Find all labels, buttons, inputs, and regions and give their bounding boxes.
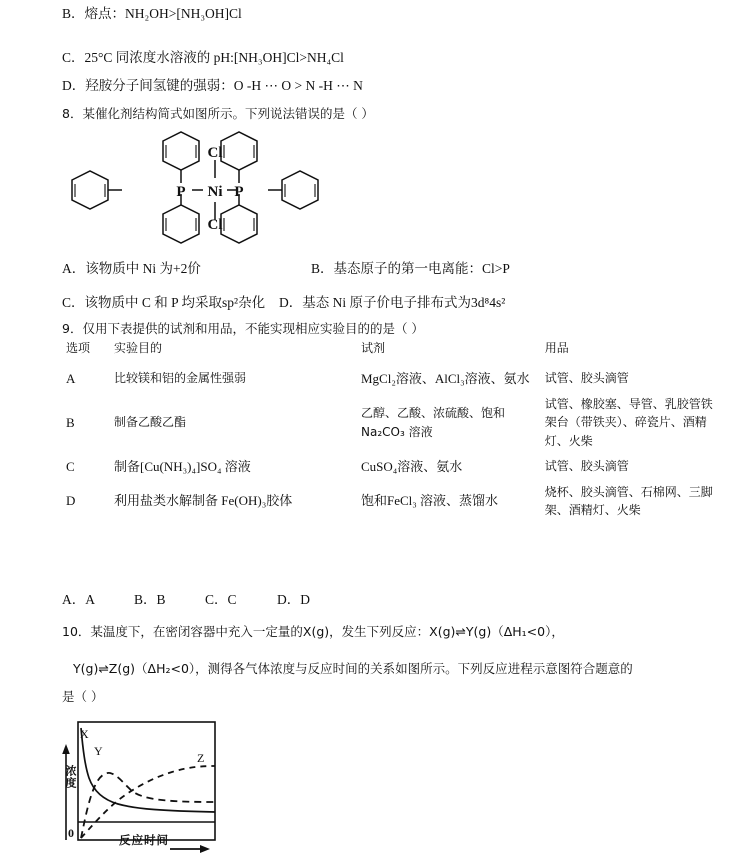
- row-reagent-a: MgCl₂溶液、AlCl₃溶液、氨水: [360, 370, 530, 386]
- row-goal-a: 比较镁和铝的金属性强弱: [114, 371, 247, 386]
- atom-label-cl-bottom: Cl: [207, 217, 223, 233]
- q8-option-c: C．该物质中 C 和 P 均采取sp²杂化: [62, 295, 266, 310]
- q9-answer-c: C．C: [205, 592, 237, 607]
- q9-answer-b: B．B: [134, 592, 166, 607]
- question-10-line-2: Y(g)⇌Z(g)（ΔH₂<0），测得各气体浓度与反应时间的关系如图所示。下列反应进程示意图符合题意的: [73, 661, 633, 676]
- row-items-b: 试管、橡胶塞、导管、乳胶管铁架台（带铁夹）、碎瓷片、酒精灯、火柴: [544, 396, 713, 448]
- atom-label-p-left: P: [176, 184, 186, 200]
- table-row: [62, 454, 718, 480]
- experiment-table: [62, 336, 718, 523]
- chart-svg: [60, 716, 330, 856]
- row-items-d: 烧杯、胶头滴管、石棉网、三脚架、酒精灯、火柴: [544, 484, 713, 518]
- chart-label-y: Y: [94, 744, 103, 758]
- chart-origin-label: 0: [68, 826, 74, 840]
- question-8-stem: 8．某催化剂结构简式如图所示。下列说法错误的是（ ）: [62, 106, 374, 121]
- chart-x-axis-label: 反应时间: [119, 833, 169, 847]
- question-10-line-1: 10．某温度下，在密闭容器中充入一定量的X(g)，发生下列反应：X(g)⇌Y(g)（ΔH₁<0），: [62, 624, 564, 639]
- chart-x-axis-arrow: [170, 845, 210, 853]
- q9-answer-a: A．A: [62, 592, 95, 607]
- table-row: [62, 392, 718, 454]
- series-curve-x: [81, 728, 215, 812]
- table-row: [62, 366, 718, 392]
- question-9-stem: 9．仅用下表提供的试剂和用品，不能实现相应实验目的的是（ ）: [62, 321, 424, 336]
- row-option-b: B: [66, 414, 75, 430]
- series-curve-y: [81, 773, 215, 838]
- atom-label-ni: Ni: [207, 184, 223, 200]
- row-reagent-d: 饱和FeCl₃ 溶液、蒸馏水: [360, 493, 499, 509]
- q7-option-b: B．熔点：NH₂OH>[NH₃OH]Cl: [62, 6, 242, 21]
- atom-label-cl-top: Cl: [207, 145, 223, 161]
- table-row: [62, 480, 718, 523]
- q7-option-c: C．25°C 同浓度水溶液的 pH:[NH₃OH]Cl>NH₄Cl: [62, 50, 344, 65]
- structure-svg: [60, 128, 360, 256]
- chart-label-x: X: [80, 727, 89, 741]
- q8-option-b: B．基态原子的第一电离能：Cl>P: [311, 261, 510, 276]
- table-header-row: [62, 336, 718, 366]
- q8-option-a: A．该物质中 Ni 为+2价: [62, 261, 201, 276]
- row-reagent-b: 乙醇、乙酸、浓硫酸、饱和 Na₂CO₃ 溶液: [360, 406, 505, 439]
- q8-option-d: D．基态 Ni 原子价电子排布式为3d⁸4s²: [279, 295, 506, 310]
- row-items-c: 试管、胶头滴管: [544, 459, 629, 474]
- chart-label-z: Z: [197, 751, 205, 765]
- row-option-d: D: [66, 493, 76, 509]
- column-header-items: 用品: [544, 341, 569, 355]
- atom-label-p-right: P: [234, 184, 244, 200]
- column-header-goal: 实验目的: [114, 341, 163, 355]
- row-goal-c: 制备[Cu(NH₃)₄]SO₄ 溶液: [114, 458, 251, 474]
- column-header-reagent: 试剂: [360, 341, 385, 355]
- chart-y-axis-label: 浓度: [64, 765, 77, 789]
- catalyst-structure-diagram: [60, 128, 360, 256]
- row-reagent-c: CuSO₄溶液、氨水: [360, 458, 463, 474]
- row-option-c: C: [66, 458, 75, 474]
- column-header-option: 选项: [66, 341, 91, 355]
- row-option-a: A: [66, 370, 76, 386]
- q7-option-d: D．羟胺分子间氢键的强弱：O -H ⋯ O > N -H ⋯ N: [62, 78, 363, 93]
- concentration-vs-time-chart: [60, 716, 330, 856]
- table-body: [62, 366, 718, 523]
- row-items-a: 试管、胶头滴管: [544, 371, 629, 386]
- row-goal-b: 制备乙酸乙酯: [114, 415, 187, 430]
- table-head: [62, 336, 718, 366]
- q9-answer-d: D．D: [277, 592, 310, 607]
- row-goal-d: 利用盐类水解制备 Fe(OH)₃胶体: [114, 493, 293, 509]
- question-10-line-3: 是（ ）: [62, 689, 104, 704]
